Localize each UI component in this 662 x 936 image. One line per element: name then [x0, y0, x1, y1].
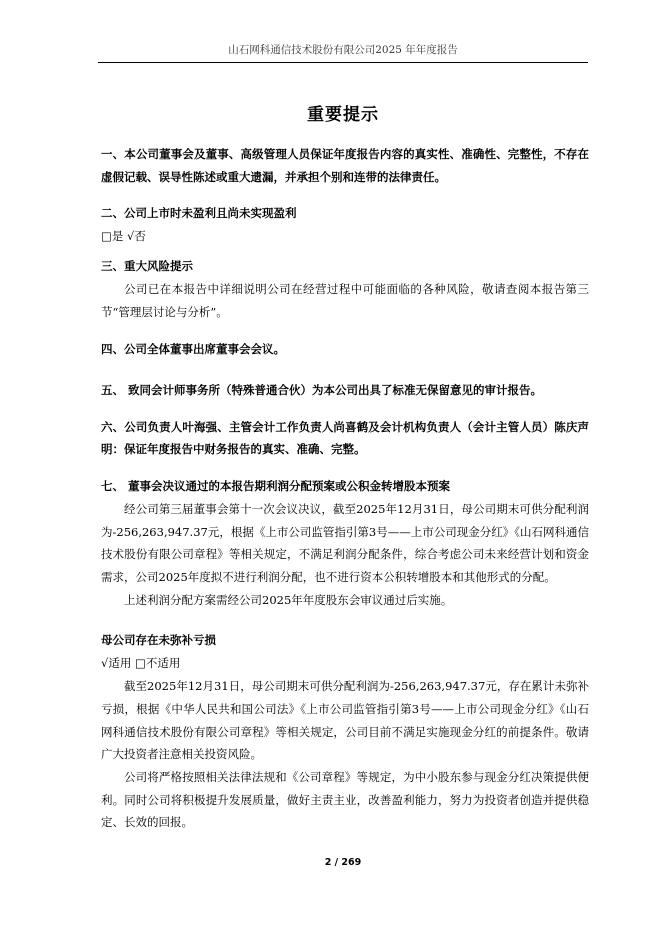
section-8-options: √适用 □不适用 — [101, 656, 181, 671]
section-8-heading: 母公司存在未弥补亏损 — [101, 633, 216, 648]
page-title: 重要提示 — [307, 105, 379, 125]
section-3-body: 公司已在本报告中详细说明公司在经营过程中可能面临的各种风险，敬请查阅本报告第三节“管理层讨论与分析”。 — [101, 282, 589, 319]
page-header: 山石网科通信技术股份有限公司2025 年年度报告 — [228, 44, 458, 56]
section-2-heading: 二、公司上市时未盈利且尚未实现盈利 — [101, 206, 297, 221]
page-number: 2 / 269 — [324, 857, 362, 868]
section-7-body-2: 上述利润分配方案需经公司2025年年度股东会审议通过后实施。 — [124, 592, 453, 607]
section-2-options: □是 √否 — [101, 229, 146, 244]
section-3-heading: 三、重大风险提示 — [101, 259, 193, 274]
section-1: 一、本公司董事会及董事、高级管理人员保证年度报告内容的真实性、准确性、完整性，不存在虚假记载、误导性陈述或重大遗漏，并承担个别和连带的法律责任。 — [101, 147, 589, 184]
section-7-body-1: 经公司第三届董事会第十一次会议决议，截至2025年12月31日，母公司期末可供分配利润为-256,263,947.37元，根据《上市公司监管指引第3号——上市公司现金分红》《山石网科通信技术股份有限公司章程》等相关规定，不满足利润分配条件，综合考虑公司未来经营计划和资金需求，公司2025年度拟不进行利润分配，也不进行资本公积转增股本和其他形式的分配。 — [101, 501, 589, 585]
section-5: 五、 致同会计师事务所（特殊普通合伙）为本公司出具了标准无保留意见的审计报告。 — [101, 382, 542, 397]
section-4: 四、公司全体董事出席董事会会议。 — [101, 341, 285, 356]
section-8-body-2: 公司将严格按照相关法律法规和《公司章程》等规定，为中小股东参与现金分红决策提供便利。同时公司将积极提升发展质量，做好主责主业，改善盈利能力，努力为投资者创造并提供稳定、长效的回报。 — [101, 769, 589, 830]
section-7-heading: 七、 董事会决议通过的本报告期利润分配预案或公积金转增股本预案 — [101, 478, 450, 493]
section-6: 六、公司负责人叶海强、主管会计工作负责人尚喜鹤及会计机构负责人（会计主管人员）陈庆声明：保证年度报告中财务报告的真实、准确、完整。 — [101, 419, 589, 457]
document-body — [101, 143, 589, 834]
header-rule — [98, 62, 588, 63]
section-8-body-1: 截至2025年12月31日，母公司期末可供分配利润为-256,263,947.37元，存在累计未弥补亏损，根据《中华人民共和国公司法》《上市公司监管指引第3号——上市公司现金分红》《山石网科通信技术股份有限公司章程》等相关规定，公司目前不满足实施现金分红的前提条件。敬请广大投资者注意相关投资风险。 — [101, 679, 589, 762]
